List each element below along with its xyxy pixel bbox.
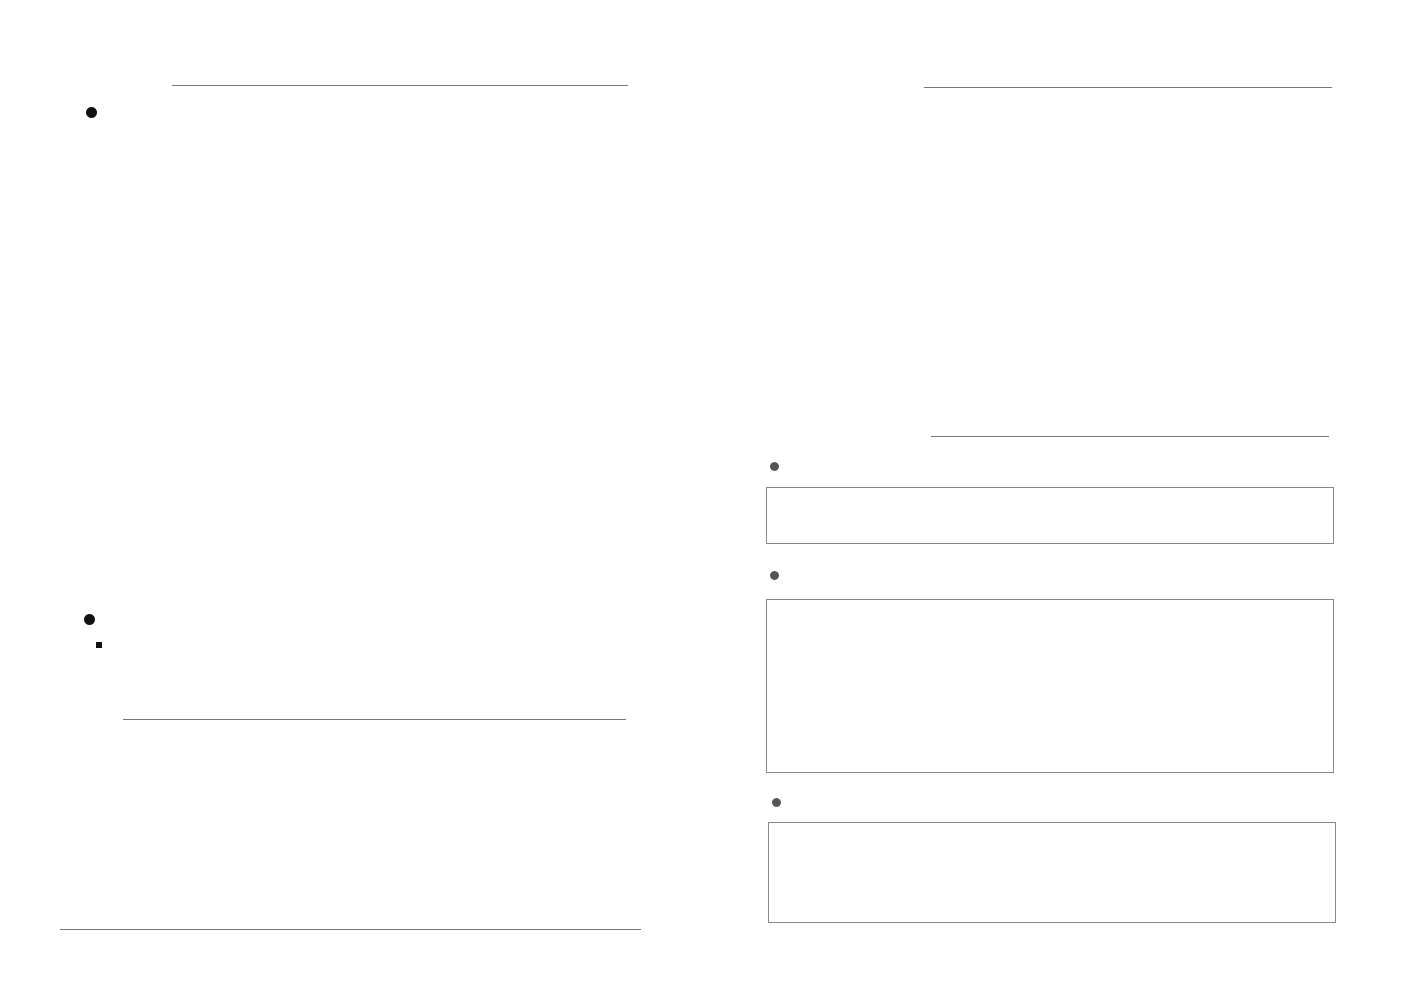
square-bullet-icon <box>96 642 102 648</box>
afternoon-service-heading <box>86 104 105 124</box>
divider <box>924 87 1332 88</box>
dawn-bus-table <box>766 487 1334 544</box>
bullet-icon <box>770 462 779 471</box>
wednesday-bus-table <box>768 822 1336 923</box>
bullet-icon <box>84 614 95 625</box>
bullet-icon <box>770 571 779 580</box>
dawn-prayer-sub <box>96 637 112 657</box>
dawn-prayer-line <box>84 611 103 631</box>
divider <box>172 85 628 86</box>
sunday-bus-table <box>766 599 1334 773</box>
sunday1-heading <box>770 567 785 585</box>
offering-heading <box>767 70 769 95</box>
bullet-icon <box>86 107 97 118</box>
bottom-divider <box>60 929 641 930</box>
wednesday-heading <box>772 794 787 812</box>
divider <box>931 436 1329 437</box>
divider <box>123 719 626 720</box>
bullet-icon <box>772 798 781 807</box>
dawn-prayer-bus-heading <box>770 458 785 476</box>
